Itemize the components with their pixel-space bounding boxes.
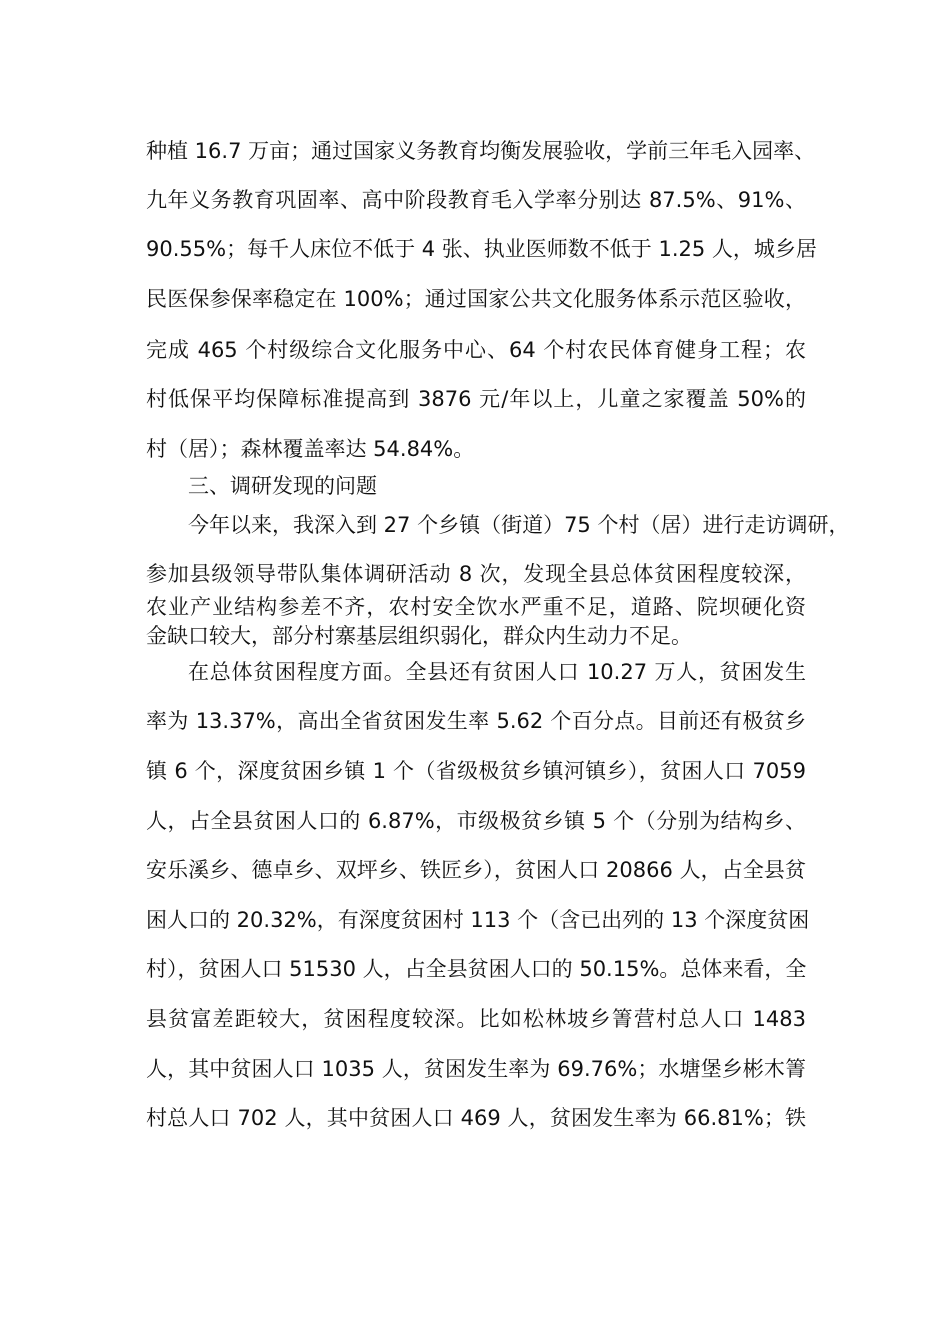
body-text-line: 村低保平均保障标准提高到 3876 元/年以上，儿童之家覆盖 50%的 bbox=[146, 387, 806, 411]
body-text-line: 金缺口较大，部分村寨基层组织弱化，群众内生动力不足。 bbox=[146, 624, 692, 648]
body-text-line: 县贫富差距较大，贫困程度较深。比如松林坡乡箐营村总人口 1483 bbox=[146, 1007, 806, 1031]
body-text-line: 村（居）；森林覆盖率达 54.84%。 bbox=[146, 437, 475, 461]
body-text-line: 民医保参保率稳定在 100%；通过国家公共文化服务体系示范区验收， bbox=[146, 287, 806, 311]
body-text-line: 人，其中贫困人口 1035 人，贫困发生率为 69.76%；水塘堡乡彬木箐 bbox=[146, 1057, 806, 1081]
section-heading: 三、调研发现的问题 bbox=[188, 474, 377, 498]
body-text-line: 90.55%；每千人床位不低于 4 张、执业医师数不低于 1.25 人，城乡居 bbox=[146, 237, 817, 261]
paragraph-first-line: 今年以来，我深入到 27 个乡镇（街道）75 个村（居）进行走访调研， bbox=[188, 513, 850, 537]
body-text-line: 完成 465 个村级综合文化服务中心、64 个村农民体育健身工程；农 bbox=[146, 338, 806, 362]
body-text-line: 镇 6 个，深度贫困乡镇 1 个（省级极贫乡镇河镇乡），贫困人口 7059 bbox=[146, 759, 806, 783]
body-text-line: 村），贫困人口 51530 人，占全县贫困人口的 50.15%。总体来看，全 bbox=[146, 957, 807, 981]
body-text-line: 九年义务教育巩固率、高中阶段教育毛入学率分别达 87.5%、91%、 bbox=[146, 188, 806, 212]
body-text-line: 困人口的 20.32%，有深度贫困村 113 个（含已出列的 13 个深度贫困 bbox=[146, 908, 810, 932]
body-text-line: 农业产业结构参差不齐，农村安全饮水严重不足，道路、院坝硬化资 bbox=[146, 595, 806, 619]
body-text-line: 种植 16.7 万亩；通过国家义务教育均衡发展验收，学前三年毛入园率、 bbox=[146, 139, 816, 163]
body-text-line: 率为 13.37%，高出全省贫困发生率 5.62 个百分点。目前还有极贫乡 bbox=[146, 709, 806, 733]
body-text-line: 人，占全县贫困人口的 6.87%，市级极贫乡镇 5 个（分别为结构乡、 bbox=[146, 809, 806, 833]
paragraph-first-line: 在总体贫困程度方面。全县还有贫困人口 10.27 万人，贫困发生 bbox=[188, 660, 806, 684]
body-text-line: 村总人口 702 人，其中贫困人口 469 人，贫困发生率为 66.81%；铁 bbox=[146, 1106, 806, 1130]
body-text-line: 参加县级领导带队集体调研活动 8 次，发现全县总体贫困程度较深， bbox=[146, 562, 806, 586]
body-text-line: 安乐溪乡、德卓乡、双坪乡、铁匠乡），贫困人口 20866 人，占全县贫 bbox=[146, 858, 806, 882]
